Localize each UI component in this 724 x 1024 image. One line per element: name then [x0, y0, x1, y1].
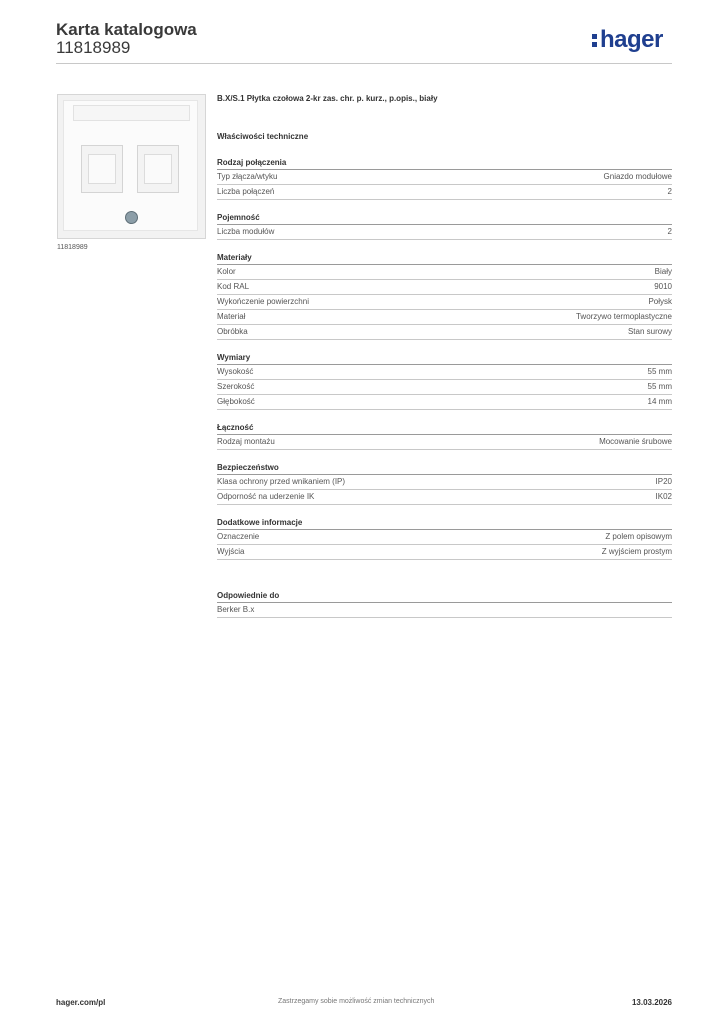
spec-label: Materiał	[217, 312, 246, 321]
section-title: Wymiary	[217, 353, 672, 365]
spec-section	[217, 353, 672, 410]
tech-properties-heading: Właściwości techniczne	[217, 132, 309, 141]
spec-label: Wysokość	[217, 367, 254, 376]
header-divider	[56, 63, 672, 64]
spec-label: Wykończenie powierzchni	[217, 297, 309, 306]
spec-value: Biały	[654, 267, 672, 276]
spec-row	[217, 325, 672, 340]
spec-row	[217, 475, 672, 490]
spec-row	[217, 490, 672, 505]
logo-text: hager	[600, 26, 663, 53]
spec-sections	[217, 158, 672, 560]
spec-section	[217, 253, 672, 340]
spec-value: Stan surowy	[627, 327, 672, 336]
spec-label: Kod RAL	[217, 282, 250, 291]
image-caption: 11818989	[57, 244, 88, 251]
spec-row	[217, 185, 672, 200]
section-title: Rodzaj połączenia	[217, 158, 672, 170]
spec-row	[217, 395, 672, 410]
suitable-section	[217, 591, 672, 618]
spec-label: Liczba połączeń	[217, 187, 275, 196]
spec-label: Liczba modułów	[217, 227, 275, 236]
spec-row	[217, 365, 672, 380]
spec-label: Rodzaj montażu	[217, 437, 275, 446]
spec-value: Tworzywo termoplastyczne	[575, 312, 672, 321]
spec-label: Kolor	[217, 267, 236, 276]
section-title: Łączność	[217, 423, 672, 435]
spec-section	[217, 518, 672, 560]
spec-value: 9010	[654, 282, 672, 291]
section-title: Odpowiednie do	[217, 591, 672, 603]
spec-row	[217, 530, 672, 545]
spec-row	[217, 435, 672, 450]
footer-date: 13.03.2026	[631, 998, 672, 1007]
spec-value: Mocowanie śrubowe	[599, 437, 672, 446]
spec-section	[217, 423, 672, 450]
spec-value: Z polem opisowym	[605, 532, 672, 541]
spec-value: Połysk	[648, 297, 672, 306]
page-title: Karta katalogowa	[56, 20, 197, 39]
spec-value: 14 mm	[647, 397, 672, 406]
spec-value: 55 mm	[647, 382, 672, 391]
footer-disclaimer: Zastrzegamy sobie możliwość zmian technicznych	[278, 998, 435, 1005]
spec-value: 55 mm	[647, 367, 672, 376]
spec-row	[217, 310, 672, 325]
product-description: B.X/S.1 Płytka czołowa 2-kr zas. chr. p. kurz., p.opis., biały	[217, 94, 438, 103]
spec-value: Gniazdo modułowe	[603, 172, 672, 181]
spec-value: 2	[667, 227, 672, 236]
spec-row	[217, 280, 672, 295]
logo-mark-icon	[592, 29, 598, 49]
spec-value: 2	[667, 187, 672, 196]
spec-label: Oznaczenie	[217, 532, 260, 541]
spec-label: Odporność na uderzenie IK	[217, 492, 315, 501]
spec-value: IK02	[655, 492, 672, 501]
spec-section	[217, 158, 672, 200]
cover-plate-illustration	[63, 100, 198, 231]
spec-label: Głębokość	[217, 397, 255, 406]
spec-section	[217, 213, 672, 240]
spec-row	[217, 225, 672, 240]
spec-label: Typ złącza/wtyku	[217, 172, 278, 181]
screw-icon	[125, 211, 138, 224]
footer-website-link[interactable]: hager.com/pl	[56, 998, 106, 1007]
spec-label: Obróbka	[217, 327, 248, 336]
section-title: Bezpieczeństwo	[217, 463, 672, 475]
spec-label: Klasa ochrony przed wnikaniem (IP)	[217, 477, 346, 486]
hager-logo	[592, 26, 663, 54]
section-title: Materiały	[217, 253, 672, 265]
socket-right	[137, 145, 179, 193]
section-title: Pojemność	[217, 213, 672, 225]
spec-row	[217, 545, 672, 560]
socket-left	[81, 145, 123, 193]
spec-label: Wyjścia	[217, 547, 245, 556]
spec-row	[217, 380, 672, 395]
spec-content	[217, 94, 672, 631]
spec-label: Szerokość	[217, 382, 255, 391]
catalog-number: 11818989	[56, 38, 131, 57]
spec-section	[217, 463, 672, 505]
spec-row	[217, 295, 672, 310]
spec-row	[217, 170, 672, 185]
spec-value: IP20	[655, 477, 672, 486]
section-title: Dodatkowe informacje	[217, 518, 672, 530]
spec-label: Berker B.x	[217, 605, 255, 614]
spec-value: Z wyjściem prostym	[601, 547, 672, 556]
spec-row	[217, 265, 672, 280]
label-field	[73, 105, 190, 121]
product-image	[57, 94, 206, 239]
spec-row	[217, 603, 672, 618]
